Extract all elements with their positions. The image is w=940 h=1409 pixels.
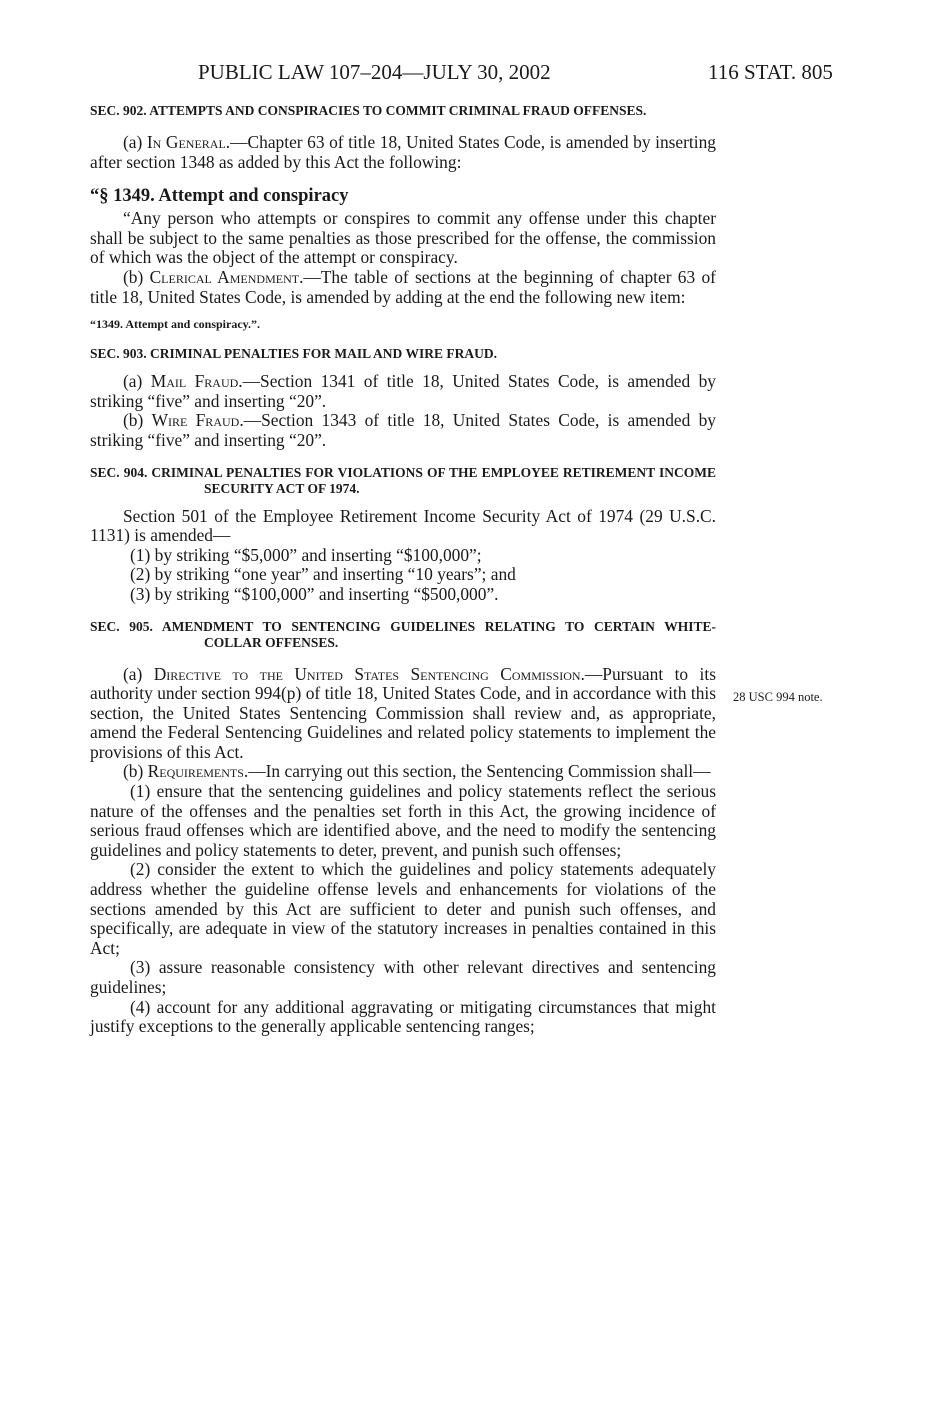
section-904-heading [90,465,716,497]
subsection-heading: Directive to the United States Sentencing Commission [153,663,581,684]
document-body [90,103,716,1037]
subsection-heading: Wire Fraud [151,410,240,431]
section-905-item-4: (4) account for any additional aggravating or mitigating circumstances that might justify exceptions to the generally applicable sentencing ranges; [90,996,716,1037]
subsection-heading: In General [146,132,226,152]
subsection-heading: Requirements [147,761,244,782]
section-number: SEC. 905. [90,618,153,634]
section-904-item-2: (2) by striking “one year” and inserting “10 years”; and [130,564,516,585]
section-title: CRIMINAL PENALTIES FOR MAIL AND WIRE FRAUD. [150,346,497,362]
table-of-sections-item: “1349. Attempt and conspiracy.”. [90,317,261,332]
section-number: SEC. 902. [90,103,147,118]
section-number: SEC. 904. [90,464,148,480]
section-title: AMENDMENT TO SENTENCING GUIDELINES RELATING TO CERTAIN WHITE-COLLAR OFFENSES. [161,618,716,650]
section-title: ATTEMPTS AND CONSPIRACIES TO COMMIT CRIMINAL FRAUD OFFENSES. [149,103,647,118]
subsection-heading: Mail Fraud [150,371,239,392]
new-section-1349-title: “§ 1349. Attempt and conspiracy [90,186,349,207]
public-law-citation: PUBLIC LAW 107–204—JULY 30, 2002 [198,60,551,84]
section-904-item-3: (3) by striking “$100,000” and inserting “$500,000”. [130,583,499,604]
running-header [0,60,940,88]
section-905-subsection-b: (b) Requirements.—In carrying out this section, the Sentencing Commission shall— [123,761,711,782]
section-905-item-1: (1) ensure that the sentencing guidelines and policy statements reflect the serious nature of the offenses and the penalties set forth in this Act, the growing incidence of serious fraud offenses which are identified above, and the need to modify the sentencing guidelines and policy statements to deter, prevent, and punish such offenses; [90,781,716,860]
subsection-heading: Clerical Amendment [149,266,300,287]
section-902-heading [90,103,716,119]
section-905-item-3: (3) assure reasonable consistency with other relevant directives and sentencing guidelines; [90,957,716,997]
section-902-subsection-b: (b) Clerical Amendment.—The table of sections at the beginning of chapter 63 of title 18, United States Code, is amended by adding at the end the following new item: [90,266,716,307]
section-902-subsection-a: (a) In General.—Chapter 63 of title 18, United States Code, is amended by inserting after section 1348 as added by this Act the following: [90,132,716,172]
section-905-heading [90,619,716,651]
margin-note-usc-citation: 28 USC 994 note. [733,690,823,704]
section-904-item-1: (1) by striking “$5,000” and inserting “$100,000”; [130,544,482,565]
section-903-subsection-b: (b) Wire Fraud.—Section 1343 of title 18, United States Code, is amended by striking “five” and inserting “20”. [90,410,716,450]
statute-page-number: 116 STAT. 805 [708,60,833,84]
section-905-item-2: (2) consider the extent to which the guidelines and policy statements adequately address whether the guideline offense levels and enhancements for violations of the sections amended by this Act are sufficient to deter and punish such offenses, and specifically, are adequate in view of the statutory increases in penalties contained in this Act; [90,859,716,958]
section-904-intro: Section 501 of the Employee Retirement Income Security Act of 1974 (29 U.S.C. 1131) is amended— [90,505,716,546]
new-section-1349-text: “Any person who attempts or conspires to commit any offense under this chapter shall be subject to the same penalties as those prescribed for the offense, the commission of which was the object of the attempt or conspiracy. [90,208,716,268]
section-title: CRIMINAL PENALTIES FOR VIOLATIONS OF THE EMPLOYEE RETIREMENT INCOME SECURITY ACT OF 1974. [151,464,716,496]
section-903-subsection-a: (a) Mail Fraud.—Section 1341 of title 18, United States Code, is amended by striking “five” and inserting “20”. [90,371,716,411]
section-905-subsection-a: (a) Directive to the United States Sentencing Commission.—Pursuant to its authority under section 994(p) of title 18, United States Code, and in accordance with this section, the United States Sentencing Commission shall review and, as appropriate, amend the Federal Sentencing Guidelines and related policy statements to implement the provisions of this Act. [90,663,716,762]
section-903-heading [90,346,716,362]
section-number: SEC. 903. [90,346,147,362]
